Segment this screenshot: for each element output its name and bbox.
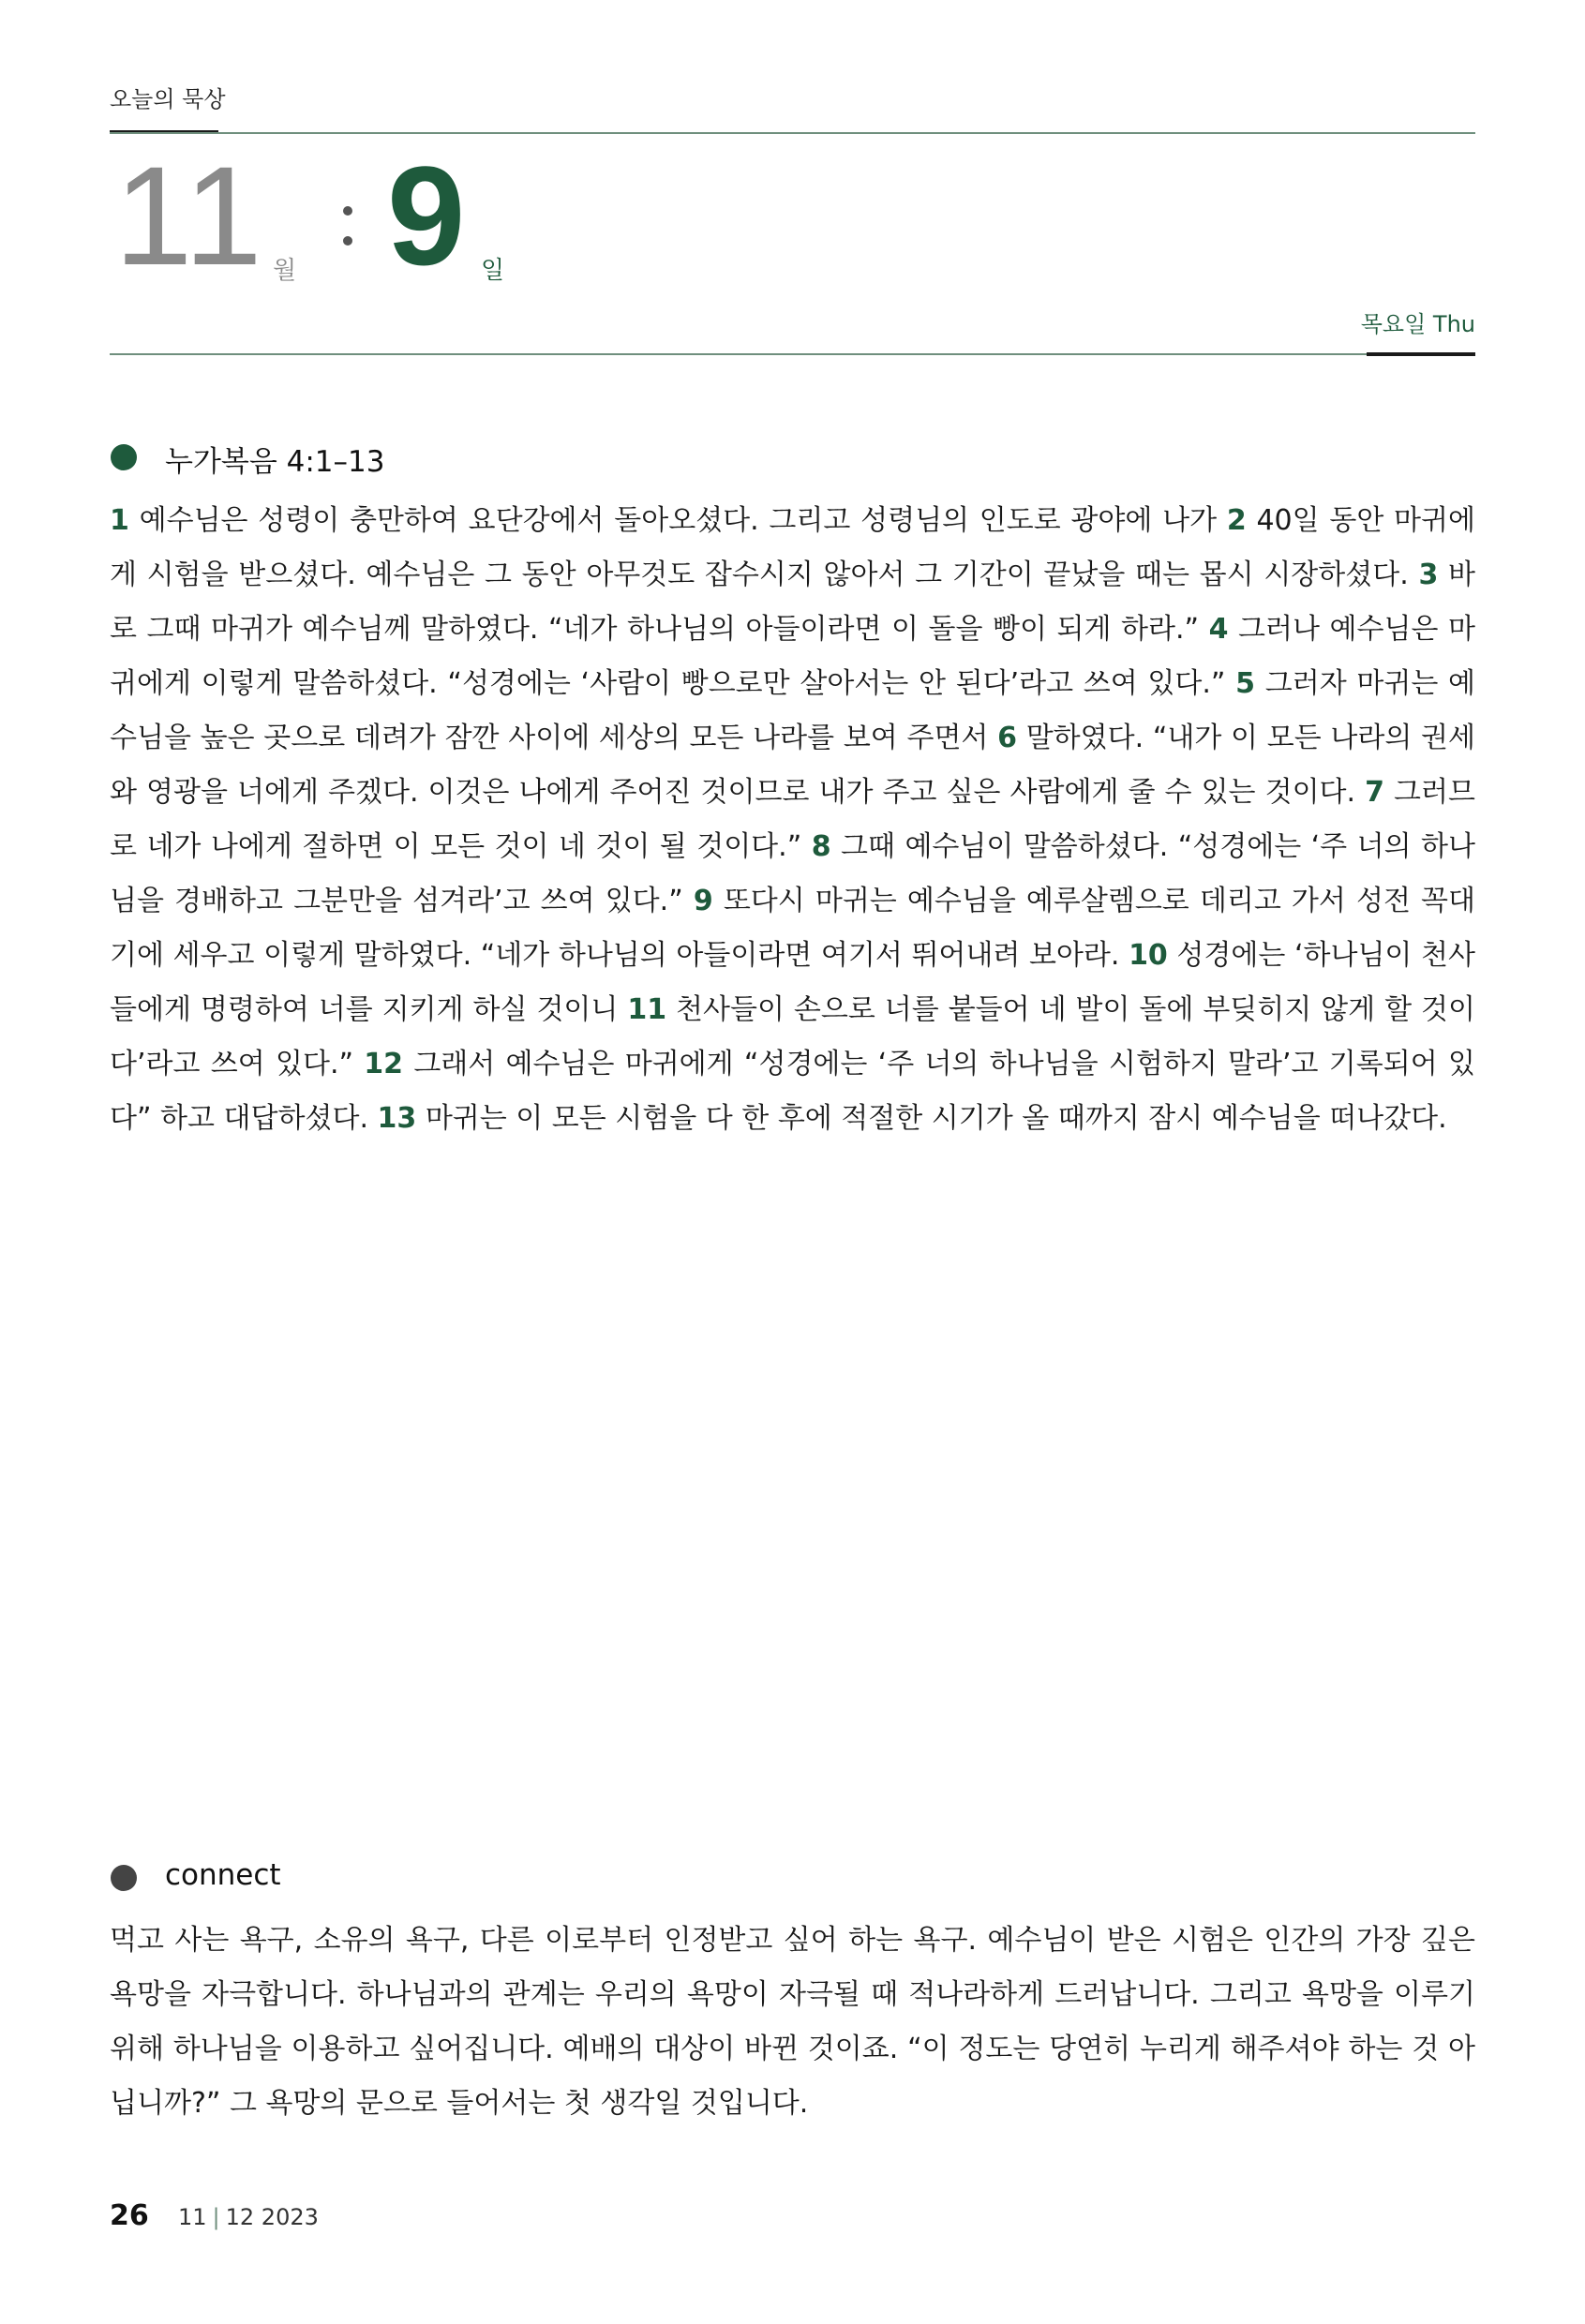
- verse-text: 마귀는 이 모든 시험을 다 한 후에 적절한 시기가 올 때까지 잠시 예수님을 떠나갔다.: [416, 1102, 1447, 1135]
- scripture-heading: 누가복음 4:1–13: [165, 445, 385, 479]
- scripture-bullet-icon: [111, 444, 137, 470]
- page-number: 26: [110, 2199, 149, 2232]
- verse-number: 3: [1418, 559, 1439, 591]
- verse-text: 그래서 예수님은 마귀에게 “성경에는 ‘주 너의 하나님을 시험하지 말라’고 기록되어 있다” 하고 대답하셨다.: [110, 1048, 1475, 1135]
- date-colon: [343, 206, 352, 266]
- connect-body: 먹고 사는 욕구, 소유의 욕구, 다른 이로부터 인정받고 싶어 하는 욕구. 예수님이 받은 시험은 인간의 가장 깊은 욕망을 자극합니다. 하나님과의 관계는 우리의 욕망이 자극될 때 적나라하게 드러납니다. 그리고 욕망을 이루기 위해 하나님을 이용하고 싶어집니다. 예배의 대상이 바뀐 것이죠. “이 정도는 당연히 누리게 해주셔야 하는 것 아닙니까?” 그 욕망의 문으로 들어서는 첫 생각일 것입니다.: [110, 1924, 1475, 2120]
- header-rule-bottom: [110, 353, 1475, 355]
- weekday-rule-accent: [1367, 352, 1475, 356]
- verse-text: 또다시 마귀는 예수님을 예루살렘으로 데리고 가서 성전 꼭대기에 세우고 이렇게 말하였다. “네가 하나님의 아들이라면 여기서 뛰어내려 보아라.: [110, 885, 1475, 972]
- verse-number: 11: [627, 993, 667, 1026]
- issue-info: [178, 2204, 319, 2230]
- verse-number: 10: [1129, 939, 1168, 972]
- verse-text: 그때 예수님이 말씀하셨다. “성경에는 ‘주 너의 하나님을 경배하고 그분만을 섬겨라’고 쓰여 있다.”: [110, 830, 1475, 917]
- verse-number: 7: [1365, 776, 1384, 809]
- verse-text: 바로 그때 마귀가 예수님께 말하였다. “네가 하나님의 아들이라면 이 돌을 빵이 되게 하라.”: [110, 559, 1475, 646]
- verse-text: 예수님은 성령이 충만하여 요단강에서 돌아오셨다. 그리고 성령님의 인도로 광야에 나가: [128, 504, 1227, 537]
- issue-separator: |: [212, 2204, 220, 2230]
- verse-number: 9: [693, 885, 713, 917]
- scripture-text: [110, 494, 1475, 1146]
- verse-text: 말하였다. “내가 이 모든 나라의 권세와 영광을 너에게 주겠다. 이것은 나에게 주어진 것이므로 내가 주고 싶은 사람에게 줄 수 있는 것이다.: [110, 722, 1475, 809]
- verse-number: 2: [1226, 504, 1247, 537]
- verse-text: 성경에는 ‘하나님이 천사들에게 명령하여 너를 지키게 하실 것이니: [110, 939, 1475, 1026]
- verse-number: 8: [811, 830, 831, 863]
- date-day-unit: 일: [481, 257, 505, 285]
- verse-number: 13: [377, 1102, 417, 1135]
- verse-text: 그러나 예수님은 마귀에게 이렇게 말씀하셨다. “성경에는 ‘사람이 빵으로만 살아서는 안 된다’라고 쓰여 있다.”: [110, 613, 1475, 700]
- verse-number: 4: [1208, 613, 1229, 646]
- issue-month: 11: [178, 2204, 207, 2230]
- verse-text: 40일 동안 마귀에게 시험을 받으셨다. 예수님은 그 동안 아무것도 잡수시지 않아서 그 기간이 끝났을 때는 몹시 시장하셨다.: [110, 504, 1475, 591]
- connect-heading: connect: [165, 1858, 281, 1892]
- connect-bullet-icon: [111, 1865, 137, 1891]
- verse-number: 6: [997, 722, 1017, 754]
- weekday-label: 목요일 Thu: [1360, 311, 1475, 337]
- header-rule-top: [110, 132, 1475, 134]
- date-month-unit: 월: [273, 257, 297, 285]
- verse-text: 천사들이 손으로 너를 붙들어 네 발이 돌에 부딪히지 않게 할 것이다’라고 쓰여 있다.”: [110, 993, 1475, 1080]
- date-day: 9: [387, 137, 466, 294]
- verse-number: 1: [110, 504, 129, 537]
- section-label: 오늘의 묵상: [110, 86, 226, 112]
- verse-number: 12: [364, 1048, 404, 1080]
- verse-text: 그러므로 네가 나에게 절하면 이 모든 것이 네 것이 될 것이다.”: [110, 776, 1475, 863]
- verse-number: 5: [1235, 667, 1256, 700]
- date-month: 11: [114, 137, 264, 294]
- verse-text: 그러자 마귀는 예수님을 높은 곳으로 데려가 잠깐 사이에 세상의 모든 나라를 보여 주면서: [110, 667, 1475, 754]
- issue-rest: 12 2023: [225, 2204, 319, 2230]
